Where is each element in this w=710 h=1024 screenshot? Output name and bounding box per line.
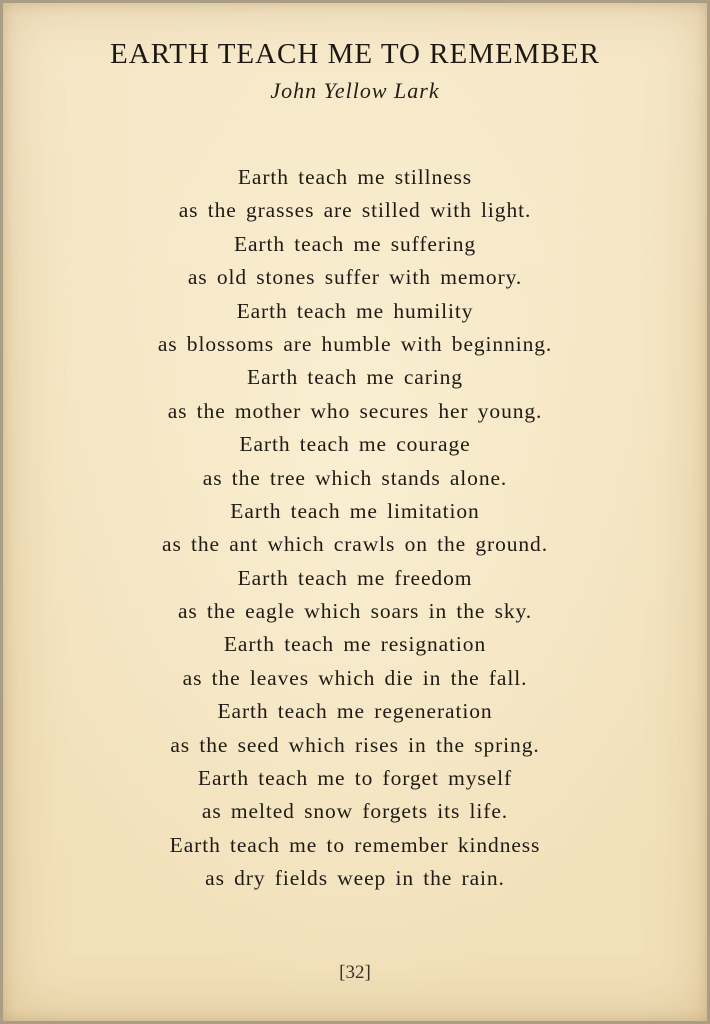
poem-line: Earth teach me suffering xyxy=(233,231,477,256)
poem-line: Earth teach me regeneration xyxy=(217,699,493,724)
poem-line: Earth teach me to forget myself xyxy=(197,766,513,791)
poem-line: as the leaves which die in the fall. xyxy=(182,665,528,690)
poem-line: Earth teach me limitation xyxy=(230,498,480,523)
page-number: [32] xyxy=(339,962,371,983)
poem-line: Earth teach me humility xyxy=(236,298,474,323)
poem-line: Earth teach me caring xyxy=(247,365,463,390)
poem-line: as blossoms are humble with beginning. xyxy=(157,331,553,356)
poem-line: as the tree which stands alone. xyxy=(202,465,508,490)
poem-line: as melted snow forgets its life. xyxy=(201,799,509,824)
poem-line: as the grasses are stilled with light. xyxy=(178,198,532,223)
poem-line: as the mother who secures her young. xyxy=(167,398,543,423)
poem-line: Earth teach me courage xyxy=(239,432,471,457)
poem-author: John Yellow Lark xyxy=(270,78,440,103)
poem-line: as old stones suffer with memory. xyxy=(187,265,523,290)
poem-line: as the seed which rises in the spring. xyxy=(170,732,540,757)
poem-line: Earth teach me freedom xyxy=(237,565,473,590)
poem-line: as dry fields weep in the rain. xyxy=(205,866,505,891)
poem-line: Earth teach me to remember kindness xyxy=(169,832,541,857)
poem-line: as the ant which crawls on the ground. xyxy=(162,532,548,557)
poem-line: Earth teach me resignation xyxy=(223,632,487,657)
poem-body xyxy=(3,161,707,896)
poem-title: EARTH TEACH ME TO REMEMBER xyxy=(110,38,600,70)
poem-line: as the eagle which soars in the sky. xyxy=(177,599,533,624)
poem-line: Earth teach me stillness xyxy=(237,165,473,189)
